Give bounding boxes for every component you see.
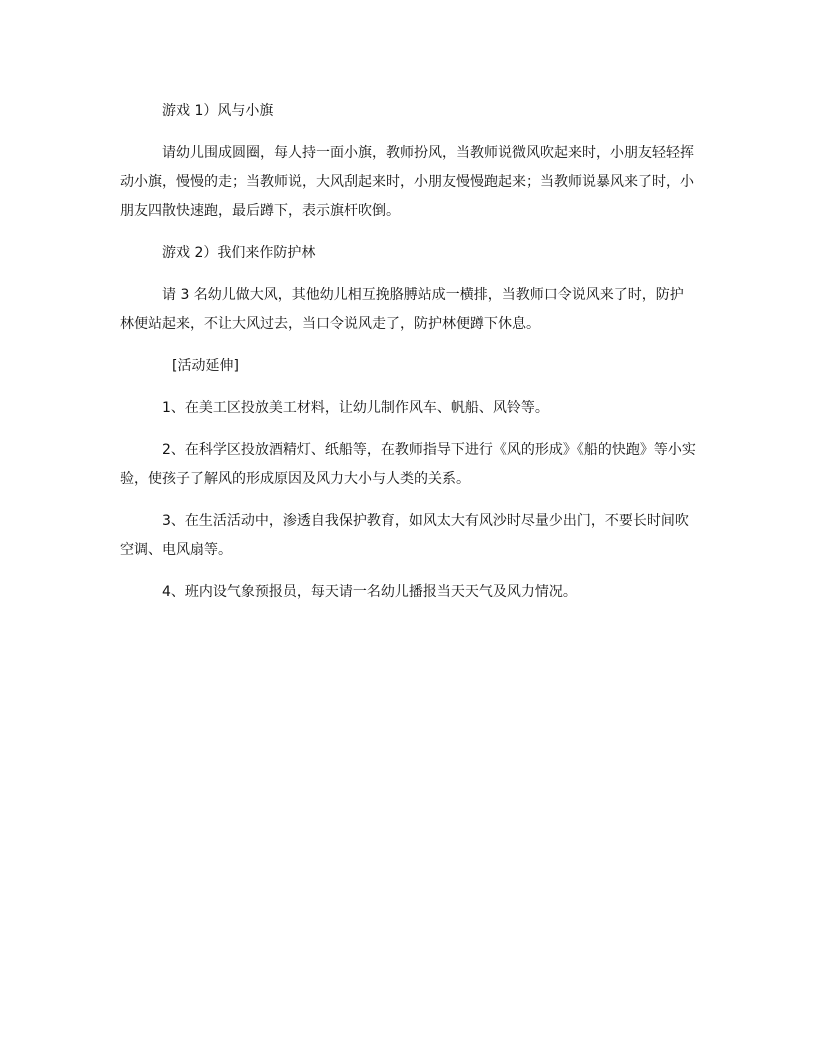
document-body xyxy=(120,97,696,620)
game-2-description: 请 3 名幼儿做大风，其他幼儿相互挽胳膊站成一横排，当教师口令说风来了时，防护林便站起来，不让大风过去，当口令说风走了，防护林便蹲下休息。 xyxy=(120,287,684,332)
extension-item-1: 1、在美工区投放美工材料，让幼儿制作风车、帆船、风铃等。 xyxy=(162,400,549,416)
activity-extension-heading: [活动延伸] xyxy=(172,358,239,374)
game-2-heading: 游戏 2）我们来作防护林 xyxy=(162,245,316,261)
extension-item-3: 3、在生活活动中，渗透自我保护教育，如风太大有风沙时尽量少出门，不要长时间吹空调、电风扇等。 xyxy=(120,513,689,558)
game-1-heading: 游戏 1）风与小旗 xyxy=(162,103,274,119)
game-1-description: 请幼儿围成圆圈，每人持一面小旗，教师扮风，当教师说微风吹起来时，小朋友轻轻挥动小旗，慢慢的走；当教师说，大风刮起来时，小朋友慢慢跑起来；当教师说暴风来了时，小朋友四散快速跑，最后蹲下，表示旗杆吹倒。 xyxy=(120,145,694,219)
extension-item-2: 2、在科学区投放酒精灯、纸船等，在教师指导下进行《风的形成》《船的快跑》等小实验，使孩子了解风的形成原因及风力大小与人类的关系。 xyxy=(120,442,696,487)
extension-item-4: 4、班内设气象预报员，每天请一名幼儿播报当天天气及风力情况。 xyxy=(162,584,577,600)
